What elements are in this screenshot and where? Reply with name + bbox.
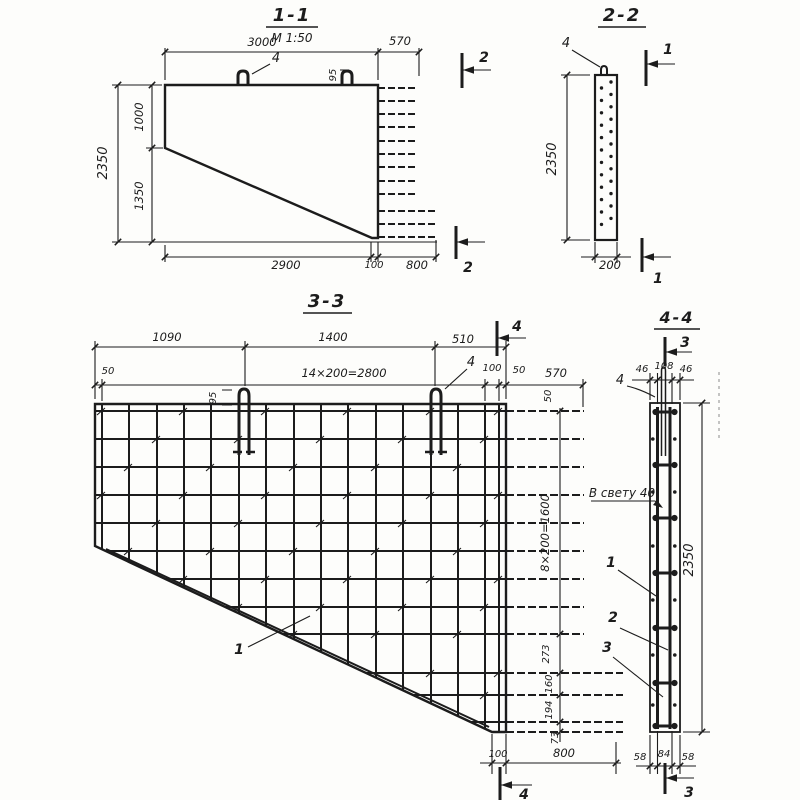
- cut-label: 3: [684, 785, 694, 800]
- section-cut-marker: [642, 238, 671, 287]
- rebar-dot: [609, 105, 612, 108]
- dim-label: 510: [452, 332, 474, 346]
- dim-label: 14×200=2800: [301, 366, 387, 380]
- dim-label: 570: [545, 366, 567, 380]
- rebar-dot: [600, 223, 603, 226]
- rebar-dot: [600, 210, 603, 213]
- leader-line: [445, 369, 467, 389]
- protruding-bars-long: [506, 673, 623, 732]
- tie-end: [652, 570, 658, 576]
- rebar-dot: [600, 148, 603, 151]
- rebar-dot: [609, 130, 612, 133]
- loop-callout: 4: [561, 36, 571, 51]
- section-3-3-view: [92, 291, 623, 800]
- dim-label: 50: [512, 365, 526, 376]
- leader-line: [627, 386, 655, 397]
- rebar-dot: [673, 703, 677, 707]
- rebar-dot: [609, 118, 612, 121]
- section-cut-marker: [456, 226, 485, 276]
- cut-arrow-icon: [501, 781, 512, 789]
- rebar-dot: [651, 703, 655, 707]
- rebar-dot: [651, 437, 655, 441]
- dim-label: 50: [101, 366, 115, 377]
- rebar-dot: [651, 544, 655, 548]
- item-callout: 1: [606, 555, 616, 571]
- lifting-loop-icon: [238, 71, 248, 85]
- dim-label: 50: [543, 389, 554, 403]
- dim-lines: [561, 75, 590, 240]
- loop-callout: 4: [466, 355, 476, 370]
- rebar-dot: [609, 192, 612, 195]
- cut-label: 2: [463, 260, 473, 276]
- cut-arrow-icon: [666, 348, 677, 356]
- dim-label: 1000: [132, 102, 146, 132]
- dim-label: 800: [553, 746, 575, 760]
- loop-height-dim: 95: [208, 391, 219, 405]
- dim-label: 2350: [545, 142, 560, 176]
- cut-arrow-icon: [647, 60, 658, 68]
- rebar-dot: [609, 167, 612, 170]
- tie-end: [652, 462, 658, 468]
- section-cut-marker: [500, 767, 532, 800]
- rebar-dot: [651, 598, 655, 602]
- section-title: 2-2: [602, 5, 642, 26]
- dim-label: 3000: [247, 35, 277, 49]
- lifting-loop-icon: [601, 66, 607, 75]
- dim-label: 1400: [318, 330, 348, 344]
- rebar-dot: [600, 173, 603, 176]
- cut-label: 4: [512, 319, 522, 335]
- rebar-dots: [600, 80, 613, 226]
- dim-label: 194: [544, 700, 555, 720]
- panel-outline: [595, 75, 617, 240]
- cut-label: 3: [680, 335, 690, 351]
- leader-line: [620, 628, 668, 650]
- panel-outline: [165, 85, 378, 238]
- vertical-bars: [658, 407, 671, 729]
- rebar-dot: [673, 653, 677, 657]
- tie-end: [671, 680, 677, 686]
- dim-label: 800: [406, 258, 428, 272]
- lifting-loop-icon: [342, 71, 352, 85]
- lifting-loop-icon: [431, 389, 441, 455]
- section-cut-marker: [462, 50, 491, 88]
- section-title: 3-3: [307, 291, 347, 312]
- rebar-dot: [673, 598, 677, 602]
- dim-label: 58: [633, 752, 647, 763]
- dim-label: 570: [389, 34, 411, 48]
- dim-label: 100: [482, 363, 502, 374]
- tie-end: [652, 515, 658, 521]
- rebar-dot: [600, 198, 603, 201]
- tie-end: [671, 570, 677, 576]
- dim-label: 2900: [271, 258, 301, 272]
- dim-ticks: [222, 390, 232, 405]
- section-cut-marker: [497, 319, 526, 356]
- protruding-bars-long: [378, 211, 436, 237]
- loop-callout: 4: [615, 373, 625, 388]
- section-2-2-view: [545, 5, 675, 287]
- dim-label: 46: [679, 364, 693, 375]
- tie-end: [671, 625, 677, 631]
- tie-end: [652, 409, 658, 415]
- rebar-dot: [600, 186, 603, 189]
- leader-line: [613, 657, 663, 697]
- section-cut-marker: [646, 42, 675, 86]
- rebar-dot: [609, 204, 612, 207]
- rebar-dot: [609, 142, 612, 145]
- loop-callout: 4: [271, 51, 281, 66]
- dim-label: 2350: [682, 543, 697, 577]
- dim-label: 1090: [152, 330, 182, 344]
- lifting-loop-icon: [239, 389, 249, 455]
- tie-end: [671, 723, 677, 729]
- protruding-bars-short: [378, 88, 418, 194]
- dim-lines: [632, 373, 694, 404]
- rebar-dot: [600, 111, 603, 114]
- dim-label: 8×200=1600: [538, 494, 552, 572]
- dim-lines: [165, 48, 420, 80]
- dim-label: 108: [654, 361, 674, 372]
- rebar-dot: [600, 124, 603, 127]
- rebar-dot: [600, 161, 603, 164]
- cut-arrow-icon: [643, 253, 654, 261]
- cut-arrow-icon: [666, 774, 677, 782]
- cut-label: 4: [519, 787, 529, 800]
- tie-end: [671, 462, 677, 468]
- section-title: 1-1: [272, 5, 312, 26]
- item-callout: 1: [234, 642, 244, 658]
- tie-end: [671, 515, 677, 521]
- section-title: 4-4: [659, 308, 695, 327]
- dim-label: 1350: [132, 181, 146, 211]
- cut-arrow-icon: [457, 238, 468, 246]
- cut-label: 1: [653, 271, 663, 287]
- cut-arrow-icon: [498, 334, 509, 342]
- dim-label: 100: [364, 260, 384, 271]
- cut-arrow-icon: [463, 66, 474, 74]
- dim-label: 2350: [96, 146, 111, 180]
- dim-label: 84: [657, 749, 671, 760]
- dim-label: 58: [681, 752, 695, 763]
- rebar-dot: [609, 217, 612, 220]
- tie-end: [652, 625, 658, 631]
- scale-note: М 1:50: [271, 31, 313, 45]
- rebar-dot: [609, 180, 612, 183]
- dim-label: 273: [541, 644, 552, 664]
- loop-height-dim: 95: [328, 68, 339, 82]
- rebar-dot: [673, 490, 677, 494]
- rebar-dot: [609, 80, 612, 83]
- leader-line: [252, 64, 270, 74]
- cut-label: 2: [479, 50, 489, 66]
- section-4-4-view: [589, 308, 719, 800]
- clearance-note: В свету 40: [588, 486, 656, 500]
- dim-label: 200: [599, 258, 621, 272]
- tie-end: [652, 723, 658, 729]
- rebar-dot: [609, 155, 612, 158]
- section-1-1-view: [96, 5, 491, 276]
- tie-end: [671, 409, 677, 415]
- rebar-dot: [600, 86, 603, 89]
- rebar-dot: [673, 437, 677, 441]
- dim-label: 73: [550, 731, 561, 745]
- rebar-dot: [673, 544, 677, 548]
- dim-label: 160: [544, 674, 555, 694]
- rebar-dot: [600, 136, 603, 139]
- cut-label: 1: [663, 42, 673, 58]
- dim-label: 100: [488, 749, 508, 760]
- rebar-dot: [609, 93, 612, 96]
- rebar-dot: [651, 653, 655, 657]
- item-callout: 2: [608, 610, 618, 626]
- dim-label: 46: [635, 364, 649, 375]
- leader-line: [572, 50, 600, 67]
- rebar-dot: [600, 99, 603, 102]
- item-callout: 3: [602, 640, 612, 656]
- tie-end: [652, 680, 658, 686]
